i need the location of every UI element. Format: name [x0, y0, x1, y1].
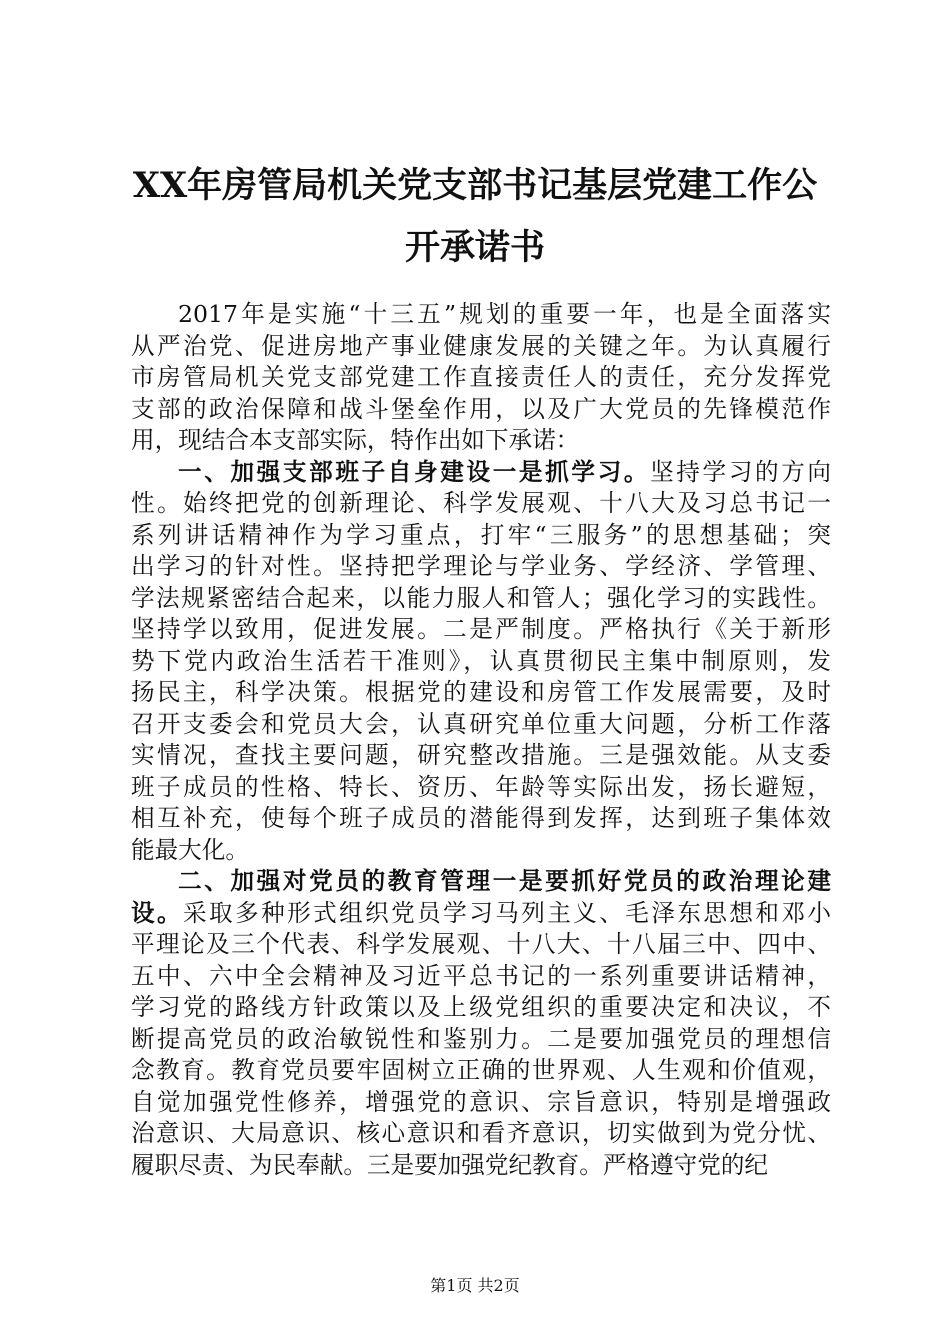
body-paragraph — [131, 299, 831, 457]
text-line — [131, 677, 831, 709]
body-text-run: 断提高党员的政治敏锐性和鉴别力。二是要加强党员的理想信 — [131, 1024, 831, 1053]
text-line — [131, 299, 831, 331]
page-footer: 第1页 共2页 — [430, 1276, 520, 1295]
body-text-run: 学法规紧密结合起来，以能力服人和管人；强化学习的实践性。 — [131, 583, 831, 612]
text-line — [131, 551, 831, 583]
body-text-run: 用，现结合本支部实际，特作出如下承诺： — [131, 426, 580, 454]
body-paragraph — [131, 457, 831, 867]
text-line — [131, 520, 831, 552]
body-text-run: 市房管局机关党支部党建工作直接责任人的责任，充分发挥党 — [131, 363, 831, 391]
body-text-run: 性。始终把党的创新理论、科学发展观、十八大及习总书记一 — [131, 489, 831, 517]
text-line — [131, 835, 831, 867]
body-text-run: 坚持学习的方向 — [650, 457, 832, 486]
text-line — [131, 1055, 831, 1087]
text-line — [131, 425, 831, 457]
body-text-run: 召开支委会和党员大会，认真研究单位重大问题，分析工作落 — [131, 709, 831, 738]
text-line — [131, 646, 831, 678]
text-line — [131, 709, 831, 741]
body-text-run: 相互补充，使每个班子成员的潜能得到发挥，达到班子集体效 — [131, 804, 831, 832]
text-line — [131, 929, 831, 961]
body-text-run: 治意识、大局意识、核心意识和看齐意识，切实做到为党分忧、 — [131, 1119, 831, 1147]
text-line — [131, 898, 831, 930]
body-text-run: 平理论及三个代表、科学发展观、十八大、十八届三中、四中、 — [131, 930, 831, 958]
text-line — [131, 961, 831, 993]
document-title-line-2: 开承诺书 — [404, 227, 545, 268]
text-line — [131, 1150, 831, 1182]
body-text-run: 坚持学以致用，促进发展。二是严制度。严格执行《关于新形 — [131, 615, 831, 643]
body-text-run: 系列讲话精神作为学习重点，打牢“三服务”的思想基础；突 — [131, 520, 831, 549]
body-text-run: 自觉加强党性修养，增强党的意识、宗旨意识，特别是增强政 — [131, 1087, 831, 1116]
body-text-run: 支部的政治保障和战斗堡垒作用，以及广大党员的先锋模范作 — [131, 394, 831, 423]
body-text-run: 念教育。教育党员要牢固树立正确的世界观、人生观和价值观， — [131, 1056, 831, 1084]
text-line — [131, 740, 831, 772]
body-text-run: 采取多种形式组织党员学习马列主义、毛泽东思想和邓小 — [183, 898, 831, 927]
document-body — [131, 299, 831, 1181]
text-line — [131, 488, 831, 520]
text-line — [131, 394, 831, 426]
text-line — [131, 457, 831, 489]
bold-heading-text: 二、加强对党员的教育管理一是要抓好党员的政治理论建 — [178, 867, 831, 895]
body-text-run: 履职尽责、为民奉献。三是要加强党纪教育。严格遵守党的纪 — [131, 1150, 769, 1179]
body-text-run: 从严治党、促进房地产事业健康发展的关键之年。为认真履行 — [131, 331, 831, 360]
body-text-run: 能最大化。 — [131, 835, 249, 864]
body-text-run: 实情况，查找主要问题，研究整改措施。三是强效能。从支委 — [131, 741, 831, 769]
body-text-run: 班子成员的性格、特长、资历、年龄等实际出发，扬长避短， — [131, 772, 831, 801]
bold-heading-text: 设。 — [131, 898, 184, 927]
text-line — [131, 1118, 831, 1150]
bold-heading-text: 一、加强支部班子自身建设一是抓学习。 — [178, 457, 651, 486]
body-text-run: 出学习的针对性。坚持把学理论与学业务、学经济、学管理、 — [131, 552, 831, 580]
text-line — [131, 331, 831, 363]
text-line — [131, 866, 831, 898]
text-line — [131, 992, 831, 1024]
text-line — [131, 1087, 831, 1119]
text-line — [131, 583, 831, 615]
text-line — [131, 614, 831, 646]
text-line — [131, 1024, 831, 1056]
body-text-run: 势下党内政治生活若干准则》，认真贯彻民主集中制原则，发 — [131, 646, 831, 675]
text-line — [131, 362, 831, 394]
body-text-run: 扬民主，科学决策。根据党的建设和房管工作发展需要，及时 — [131, 678, 831, 706]
body-text-run: 学习党的路线方针政策以及上级党组织的重要决定和决议，不 — [131, 993, 831, 1021]
body-text-run: 2017年是实施“十三五”规划的重要一年，也是全面落实 — [178, 300, 831, 328]
text-line — [131, 803, 831, 835]
body-paragraph — [131, 866, 831, 1181]
body-text-run: 五中、六中全会精神及习近平总书记的一系列重要讲话精神， — [131, 961, 831, 990]
text-line — [131, 772, 831, 804]
document-title-line-1: XX年房管局机关党支部书记基层党建工作公 — [132, 165, 818, 206]
